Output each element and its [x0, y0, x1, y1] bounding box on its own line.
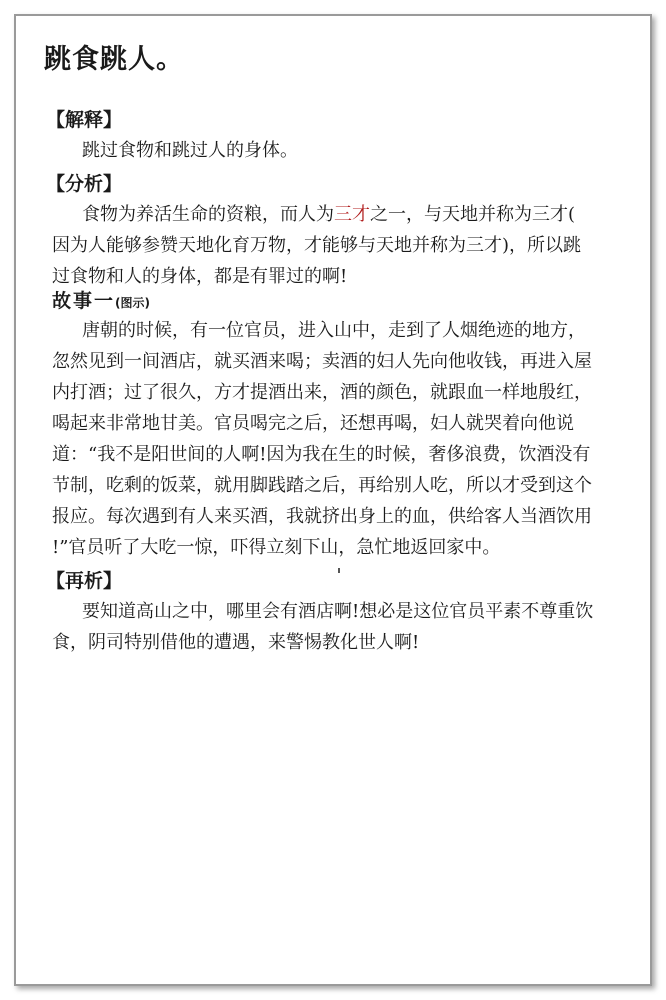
analysis-line-2: 因为人能够参赞天地化育万物，才能够与天地并称为三才)，所以跳 [52, 235, 582, 256]
story-heading-note: (图示) [115, 296, 150, 310]
explanation-heading: 【解释】 [46, 109, 123, 131]
reanalysis-heading: 【再析】 [46, 570, 123, 592]
story-heading [52, 286, 150, 313]
analysis-heading: 【分析】 [46, 173, 123, 195]
story-line-7: 报应。每次遇到有人来买酒，我就挤出身上的血，供给客人当酒饮用 [52, 506, 592, 527]
story-line-1: 唐朝的时候，有一位官员，进入山中，走到了人烟绝迹的地方， [82, 320, 586, 341]
story-line-2: 忽然见到一间酒店，就买酒来喝；卖酒的妇人先向他收钱，再进入屋 [52, 351, 592, 372]
page-title: 跳食跳人。 [44, 44, 184, 75]
page-frame [14, 14, 652, 986]
reanalysis-line-2: 食，阴司特别借他的遭遇，来警惕教化世人啊! [52, 632, 420, 653]
analysis-highlight-term: 三才 [334, 204, 370, 225]
story-line-5: 道：“我不是阳世间的人啊!因为我在生的时候，奢侈浪费，饮酒没有 [52, 444, 591, 465]
analysis-line-1 [82, 203, 632, 227]
scan-speck [338, 568, 340, 573]
analysis-line-1-part-a: 食物为养活生命的资粮，而人为 [82, 204, 334, 225]
story-heading-title: 故事一 [52, 290, 116, 312]
analysis-line-1-part-b: 之一，与天地并称为三才( [370, 204, 576, 225]
analysis-line-3: 过食物和人的身体，都是有罪过的啊! [52, 266, 348, 287]
story-line-4: 喝起来非常地甘美。官员喝完之后，还想再喝，妇人就哭着向他说 [52, 413, 574, 434]
reanalysis-line-1: 要知道高山之中，哪里会有酒店啊!想必是这位官员平素不尊重饮 [82, 601, 594, 622]
explanation-line-1: 跳过食物和跳过人的身体。 [82, 140, 298, 161]
document-page [16, 16, 650, 984]
story-line-6: 节制，吃剩的饭菜，就用脚践踏之后，再给别人吃，所以才受到这个 [52, 475, 592, 496]
story-line-3: 内打酒；过了很久，方才提酒出来，酒的颜色，就跟血一样地殷红， [52, 382, 592, 403]
story-line-8: !”官员听了大吃一惊，吓得立刻下山，急忙地返回家中。 [52, 537, 501, 558]
